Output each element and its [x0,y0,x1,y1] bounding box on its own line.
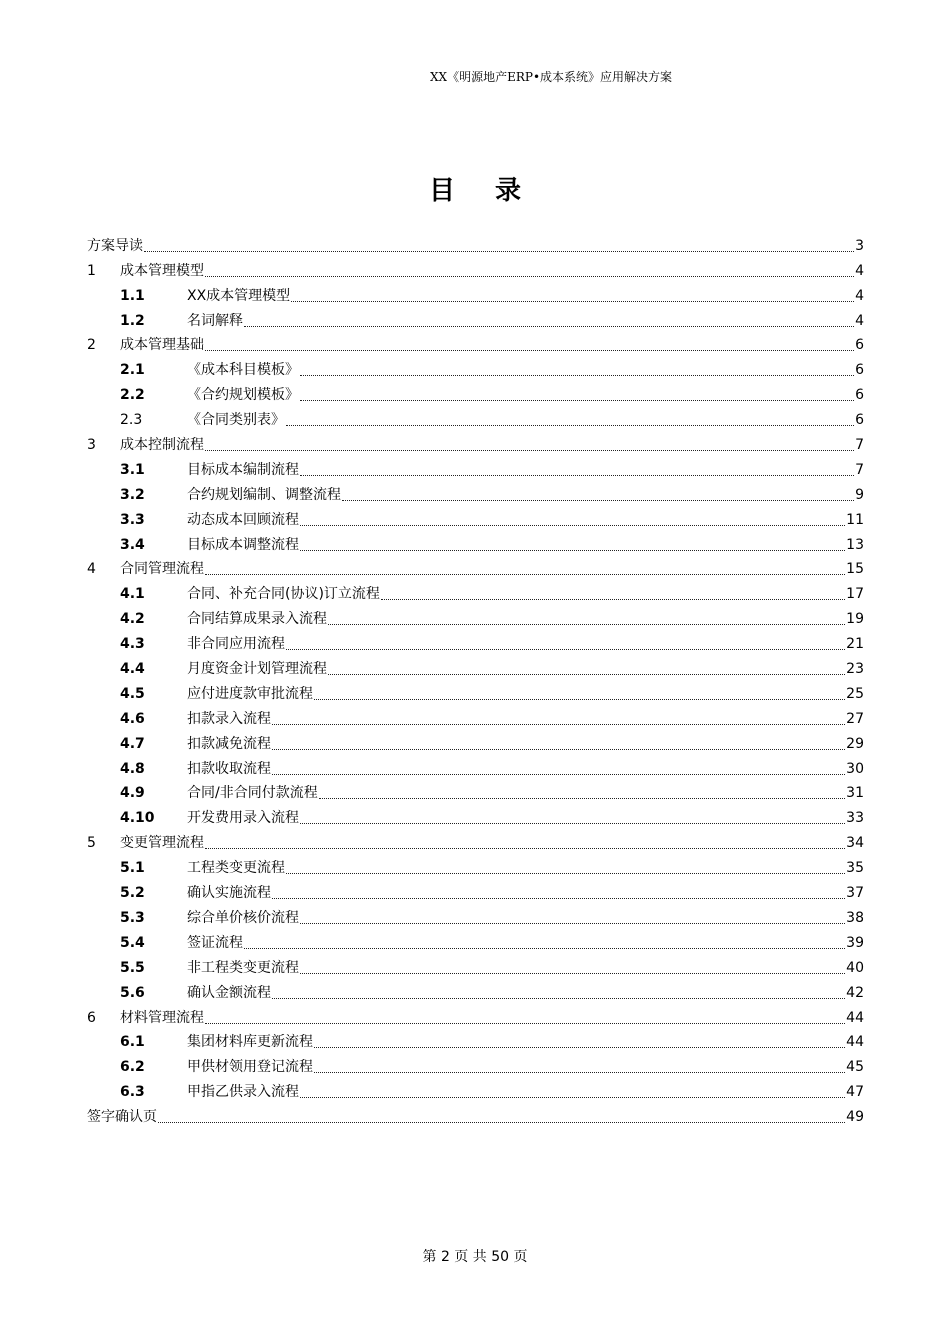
toc-page-number: 25 [846,685,864,702]
toc-entry-number: 1 [87,262,96,279]
toc-entry-number: 4.8 [120,760,145,777]
toc-entry[interactable] [87,603,864,628]
toc-entry-number: 2.1 [120,362,145,379]
toc-dot-leader [300,823,845,824]
toc-entry-number: 5.3 [120,909,145,926]
toc-entry[interactable] [87,852,864,877]
toc-entry-label: 甲指乙供录入流程 [187,1084,299,1101]
toc-entry-number: 2 [87,337,96,354]
toc-entry-number: 6.1 [120,1034,145,1051]
toc-page-number: 3 [855,237,864,254]
toc-page-number: 29 [846,735,864,752]
toc-entry-label: 名词解释 [187,312,243,329]
toc-entry-number: 5.5 [120,959,145,976]
toc-dot-leader [300,375,854,376]
toc-page-number: 4 [855,312,864,329]
toc-entry-label: XX成本管理模型 [187,287,291,304]
toc-entry-number: 2.2 [120,387,145,404]
toc-entry-label: 合约规划编制、调整流程 [187,486,341,503]
toc-dot-leader [244,948,845,949]
toc-entry-label: 《合同类别表》 [187,412,285,429]
toc-entry[interactable] [87,678,864,703]
toc-page-number: 40 [846,959,864,976]
toc-entry[interactable] [87,1027,864,1052]
toc-dot-leader [300,525,845,526]
toc-entry-number: 1.1 [120,287,145,304]
toc-page-number: 21 [846,636,864,653]
toc-entry-label: 目标成本调整流程 [187,536,299,553]
toc-dot-leader [319,798,845,799]
toc-entry[interactable] [87,280,864,305]
toc-page-number: 34 [846,835,864,852]
toc-entry[interactable] [87,952,864,977]
toc-entry-label: 《合约规划模板》 [187,387,299,404]
toc-page-number: 37 [846,885,864,902]
toc-entry[interactable] [87,802,864,827]
toc-entry-label: 方案导读 [87,237,143,254]
toc-entry[interactable] [87,255,864,280]
toc-entry-label: 签证流程 [187,934,243,951]
toc-entry-label: 确认金额流程 [187,984,271,1001]
toc-entry[interactable] [87,330,864,355]
toc-dot-leader [342,500,854,501]
toc-page-number: 45 [846,1059,864,1076]
toc-entry-number: 3.2 [120,486,145,503]
toc-entry[interactable] [87,529,864,554]
toc-page-number: 19 [846,611,864,628]
toc-entry-label: 非合同应用流程 [187,636,285,653]
toc-page-number: 4 [855,287,864,304]
toc-entry-label: 成本管理基础 [120,337,204,354]
toc-entry-number: 5 [87,835,96,852]
toc-entry-number: 4.7 [120,735,145,752]
toc-page-number: 44 [846,1034,864,1051]
toc-dot-leader [328,674,845,675]
toc-dot-leader [300,475,854,476]
toc-entry-label: 材料管理流程 [120,1009,204,1026]
toc-entry[interactable] [87,504,864,529]
toc-entry-number: 4.4 [120,661,145,678]
toc-entry[interactable] [87,1002,864,1027]
toc-page-number: 38 [846,909,864,926]
toc-page-number: 6 [855,362,864,379]
toc-page-number: 23 [846,661,864,678]
toc-entry[interactable] [87,927,864,952]
toc-entry-label: 开发费用录入流程 [187,810,299,827]
toc-entry[interactable] [87,429,864,454]
toc-entry-label: 扣款减免流程 [187,735,271,752]
toc-dot-leader [272,749,845,750]
toc-entry-number: 4.2 [120,611,145,628]
toc-dot-leader [144,251,854,252]
toc-dot-leader [286,425,854,426]
toc-entry-label: 成本控制流程 [120,437,204,454]
toc-entry[interactable] [87,653,864,678]
toc-entry-label: 月度资金计划管理流程 [187,661,327,678]
toc-entry[interactable] [87,305,864,330]
toc-entry[interactable] [87,703,864,728]
toc-dot-leader [300,973,845,974]
toc-dot-leader [314,1072,845,1073]
toc-dot-leader [272,898,845,899]
toc-entry[interactable] [87,578,864,603]
toc-dot-leader [205,276,854,277]
toc-entry-label: 动态成本回顾流程 [187,511,299,528]
toc-entry-label: 应付进度款审批流程 [187,685,313,702]
toc-dot-leader [244,326,854,327]
toc-dot-leader [158,1122,845,1123]
toc-dot-leader [300,923,845,924]
toc-dot-leader [328,624,845,625]
page-header: XX《明源地产ERP•成本系统》应用解决方案 [430,70,673,84]
toc-entry-label: 非工程类变更流程 [187,959,299,976]
toc-entry-label: 合同、补充合同(协议)订立流程 [187,586,380,603]
toc-entry-label: 目标成本编制流程 [187,461,299,478]
toc-entry[interactable] [87,728,864,753]
toc-page-number: 11 [846,511,864,528]
toc-dot-leader [272,998,845,999]
toc-entry-number: 2.3 [120,412,143,429]
toc-dot-leader [300,1097,845,1098]
toc-page-number: 6 [855,412,864,429]
toc-page-number: 35 [846,860,864,877]
toc-dot-leader [381,599,845,600]
toc-page-number: 9 [855,486,864,503]
toc-entry-number: 5.4 [120,934,145,951]
toc-entry[interactable] [87,753,864,778]
toc-page-number: 6 [855,387,864,404]
toc-dot-leader [314,699,845,700]
toc-entry-number: 3 [87,437,96,454]
toc-entry-number: 1.2 [120,312,145,329]
toc-entry-number: 4.3 [120,636,145,653]
toc-page-number: 31 [846,785,864,802]
toc-page-number: 42 [846,984,864,1001]
toc-page-number: 44 [846,1009,864,1026]
toc-entry-label: 甲供材领用登记流程 [187,1059,313,1076]
toc-entry-label: 签字确认页 [87,1109,157,1126]
toc-entry-label: 变更管理流程 [120,835,204,852]
toc-entry[interactable] [87,1076,864,1101]
toc-dot-leader [286,649,845,650]
page-footer: 第 2 页 共 50 页 [422,1249,528,1265]
toc-dot-leader [300,400,854,401]
toc-entry[interactable] [87,977,864,1002]
toc-entry-label: 扣款录入流程 [187,710,271,727]
toc-entry[interactable] [87,404,864,429]
toc-dot-leader [205,574,845,575]
toc-entry[interactable] [87,479,864,504]
toc-page-number: 33 [846,810,864,827]
toc-entry-label: 扣款收取流程 [187,760,271,777]
toc-entry[interactable] [87,778,864,803]
toc-entry-label: 合同结算成果录入流程 [187,611,327,628]
toc-entry-number: 3.3 [120,511,145,528]
toc-entry[interactable] [87,628,864,653]
toc-entry-label: 成本管理模型 [120,262,204,279]
toc-page-number: 27 [846,710,864,727]
toc-entry-number: 5.6 [120,984,145,1001]
toc-page-number: 7 [855,461,864,478]
toc-dot-leader [272,774,845,775]
toc-entry[interactable] [87,1051,864,1076]
toc-entry-number: 4.10 [120,810,155,827]
toc-dot-leader [205,848,845,849]
toc-entry-label: 集团材料库更新流程 [187,1034,313,1051]
toc-entry-number: 6.2 [120,1059,145,1076]
toc-page-number: 6 [855,337,864,354]
toc-entry[interactable] [87,877,864,902]
toc-page-number: 13 [846,536,864,553]
toc-entry-number: 4 [87,561,96,578]
toc-entry-number: 4.5 [120,685,145,702]
page-title: 目录 [428,176,561,206]
toc-dot-leader [205,450,854,451]
toc-dot-leader [286,873,845,874]
toc-page-number: 47 [846,1084,864,1101]
toc-entry-number: 5.1 [120,860,145,877]
toc-page-number: 7 [855,437,864,454]
toc-page-number: 4 [855,262,864,279]
toc-entry-number: 5.2 [120,885,145,902]
toc-dot-leader [300,550,845,551]
toc-entry-label: 合同/非合同付款流程 [187,785,318,802]
toc-entry[interactable] [87,554,864,579]
toc-entry[interactable] [87,379,864,404]
toc-entry-label: 《成本科目模板》 [187,362,299,379]
toc-entry-number: 4.9 [120,785,145,802]
toc-page-number: 39 [846,934,864,951]
toc-page-number: 49 [846,1109,864,1126]
toc-dot-leader [205,350,854,351]
toc-entry-number: 6 [87,1009,96,1026]
toc-entry-label: 确认实施流程 [187,885,271,902]
table-of-contents [87,230,864,1126]
toc-entry-label: 合同管理流程 [120,561,204,578]
toc-dot-leader [272,724,845,725]
toc-entry[interactable] [87,230,864,255]
toc-dot-leader [291,301,854,302]
toc-page-number: 15 [846,561,864,578]
toc-entry-number: 3.1 [120,461,145,478]
toc-page-number: 17 [846,586,864,603]
toc-entry-number: 6.3 [120,1084,145,1101]
toc-entry[interactable] [87,827,864,852]
toc-entry[interactable] [87,1101,864,1126]
toc-entry-label: 工程类变更流程 [187,860,285,877]
toc-dot-leader [205,1023,845,1024]
toc-page-number: 30 [846,760,864,777]
toc-entry-number: 4.6 [120,710,145,727]
toc-entry[interactable] [87,354,864,379]
toc-entry-number: 3.4 [120,536,145,553]
toc-dot-leader [314,1047,845,1048]
toc-entry[interactable] [87,454,864,479]
toc-entry[interactable] [87,902,864,927]
toc-entry-label: 综合单价核价流程 [187,909,299,926]
toc-entry-number: 4.1 [120,586,145,603]
